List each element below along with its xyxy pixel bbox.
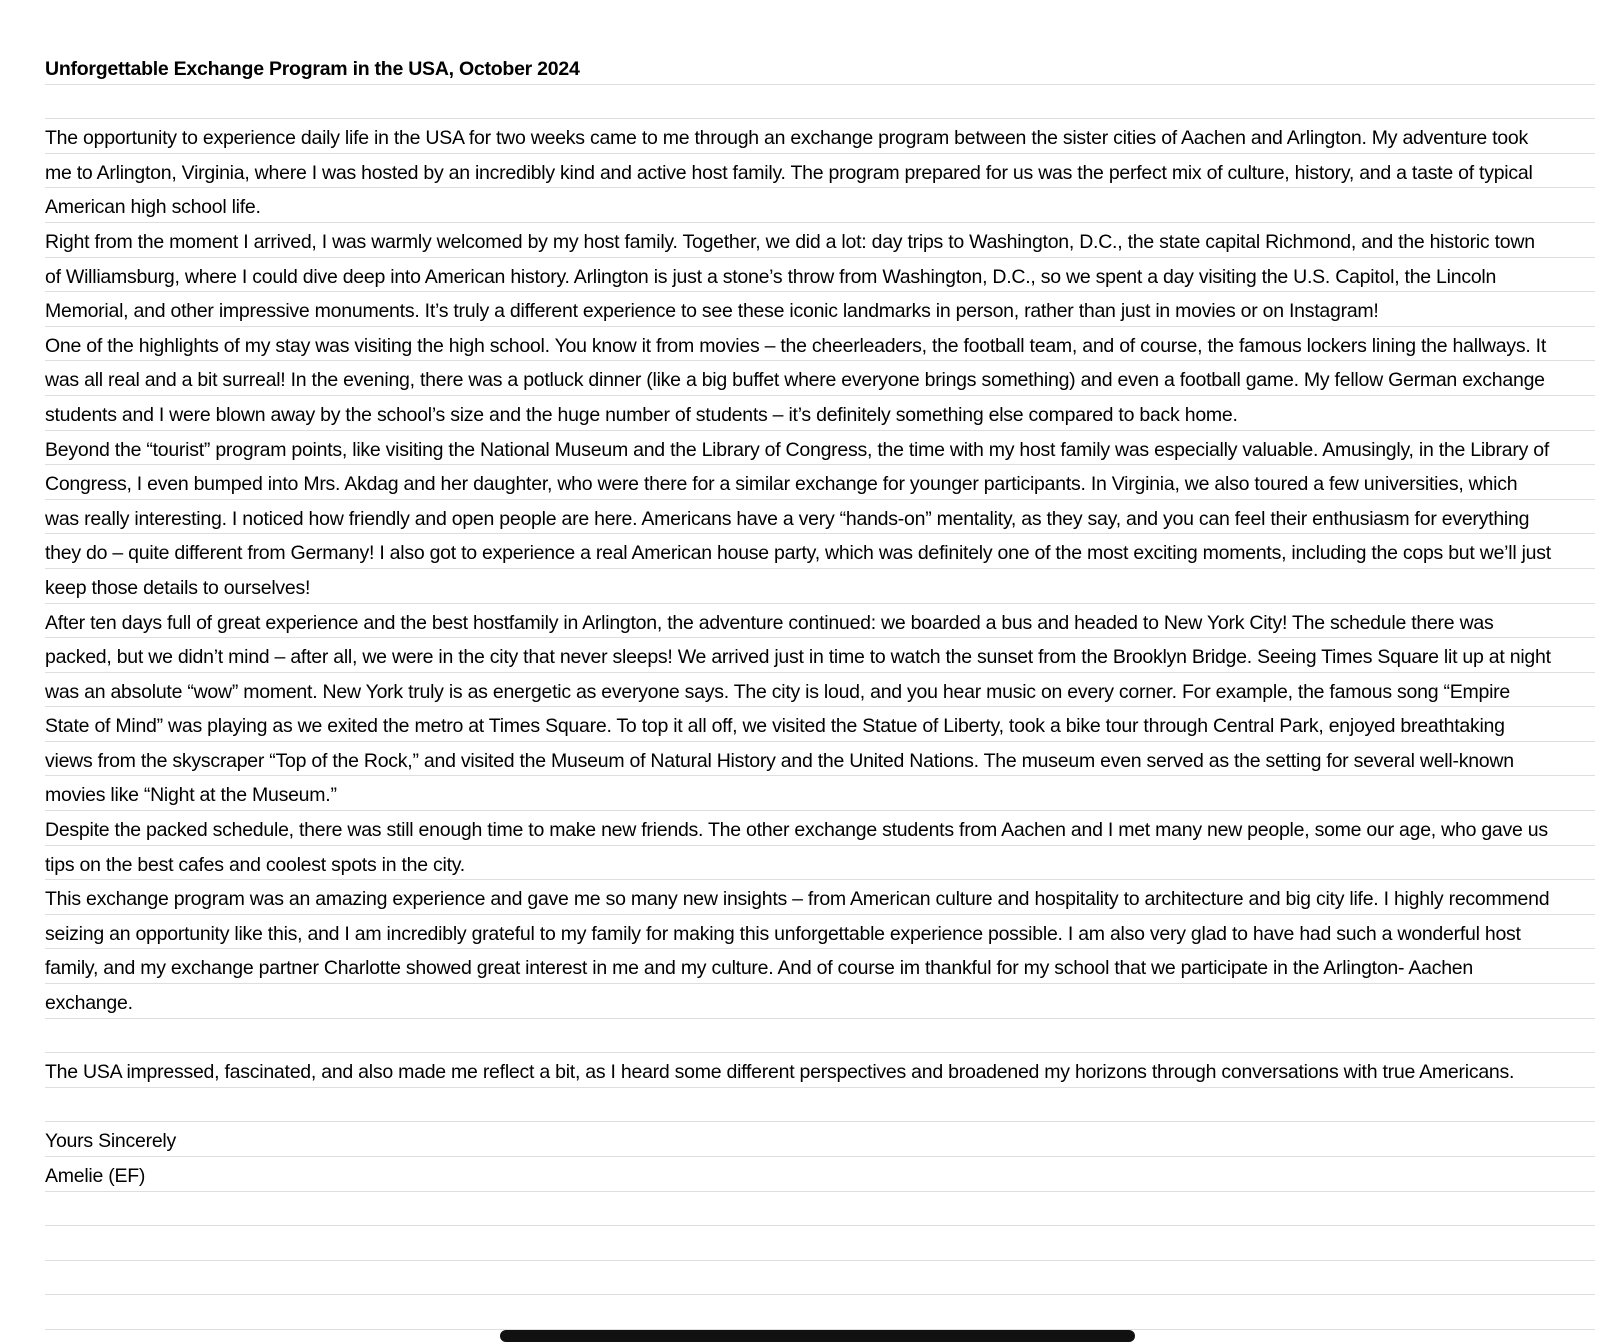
note-title: Unforgettable Exchange Program in the USA, October 2024 xyxy=(45,50,1595,85)
note-line: American high school life. xyxy=(45,188,1595,223)
signoff-line: Yours Sincerely xyxy=(45,1122,1595,1157)
home-indicator-bar[interactable] xyxy=(500,1330,1135,1342)
note-line: State of Mind” was playing as we exited the metro at Times Square. To top it all off, we visited the Statue of Liberty, took a bike tour through Central Park, enjoyed breathtaking xyxy=(45,707,1595,742)
note-line: Beyond the “tourist” program points, like visiting the National Museum and the Library of Congress, the time with my host family was especially valuable. Amusingly, in the Library of xyxy=(45,431,1595,466)
note-line xyxy=(45,1295,1595,1330)
note-line: The opportunity to experience daily life in the USA for two weeks came to me through an exchange program between the sister cities of Aachen and Arlington. My adventure took xyxy=(45,119,1595,154)
note-line: was really interesting. I noticed how friendly and open people are here. Americans have a very “hands-on” mentality, as they say, and you can feel their enthusiasm for everything xyxy=(45,500,1595,535)
note-line: seizing an opportunity like this, and I am incredibly grateful to my family for making this unforgettable experience possible. I am also very glad to have had such a wonderful host xyxy=(45,915,1595,950)
note-line: family, and my exchange partner Charlotte showed great interest in me and my culture. And of course im thankful for my school that we participate in the Arlington- Aachen xyxy=(45,949,1595,984)
note-line: of Williamsburg, where I could dive deep into American history. Arlington is just a stone’s throw from Washington, D.C., so we spent a day visiting the U.S. Capitol, the Lincoln xyxy=(45,258,1595,293)
note-line: The USA impressed, fascinated, and also made me reflect a bit, as I heard some different perspectives and broadened my horizons through conversations with true Americans. xyxy=(45,1053,1595,1088)
note-line xyxy=(45,1019,1595,1054)
note-line: Memorial, and other impressive monuments. It’s truly a different experience to see these iconic landmarks in person, rather than just in movies or on Instagram! xyxy=(45,292,1595,327)
signature-line: Amelie (EF) xyxy=(45,1157,1595,1192)
note-line: This exchange program was an amazing experience and gave me so many new insights – from American culture and hospitality to architecture and big city life. I highly recommend xyxy=(45,880,1595,915)
note-line xyxy=(45,1226,1595,1261)
note-line: they do – quite different from Germany! I also got to experience a real American house party, which was definitely one of the most exciting moments, including the cops but we’ll just xyxy=(45,534,1595,569)
note-line: keep those details to ourselves! xyxy=(45,569,1595,604)
note-line: Right from the moment I arrived, I was warmly welcomed by my host family. Together, we did a lot: day trips to Washington, D.C., the state capital Richmond, and the historic town xyxy=(45,223,1595,258)
note-text-area[interactable] xyxy=(45,50,1595,1330)
note-line: was an absolute “wow” moment. New York truly is as energetic as everyone says. The city is loud, and you hear music on every corner. For example, the famous song “Empire xyxy=(45,673,1595,708)
note-line: tips on the best cafes and coolest spots in the city. xyxy=(45,846,1595,881)
note-line: movies like “Night at the Museum.” xyxy=(45,776,1595,811)
note-line: students and I were blown away by the school’s size and the huge number of students – it’s definitely something else compared to back home. xyxy=(45,396,1595,431)
note-line xyxy=(45,1088,1595,1123)
note-line: Despite the packed schedule, there was still enough time to make new friends. The other exchange students from Aachen and I met many new people, some our age, who gave us xyxy=(45,811,1595,846)
note-line xyxy=(45,85,1595,120)
note-line: was all real and a bit surreal! In the evening, there was a potluck dinner (like a big buffet where everyone brings something) and even a football game. My fellow German exchange xyxy=(45,361,1595,396)
note-line: After ten days full of great experience and the best hostfamily in Arlington, the adventure continued: we boarded a bus and headed to New York City! The schedule there was xyxy=(45,604,1595,639)
note-line: me to Arlington, Virginia, where I was hosted by an incredibly kind and active host family. The program prepared for us was the perfect mix of culture, history, and a taste of typical xyxy=(45,154,1595,189)
note-line xyxy=(45,1261,1595,1296)
note-line: One of the highlights of my stay was visiting the high school. You know it from movies – the cheerleaders, the football team, and of course, the famous lockers lining the hallways. It xyxy=(45,327,1595,362)
note-line: views from the skyscraper “Top of the Rock,” and visited the Museum of Natural History and the United Nations. The museum even served as the setting for several well-known xyxy=(45,742,1595,777)
note-line: exchange. xyxy=(45,984,1595,1019)
note-line: packed, but we didn’t mind – after all, we were in the city that never sleeps! We arrived just in time to watch the sunset from the Brooklyn Bridge. Seeing Times Square lit up at night xyxy=(45,638,1595,673)
note-line: Congress, I even bumped into Mrs. Akdag and her daughter, who were there for a similar exchange for younger participants. In Virginia, we also toured a few universities, which xyxy=(45,465,1595,500)
note-line xyxy=(45,1192,1595,1227)
